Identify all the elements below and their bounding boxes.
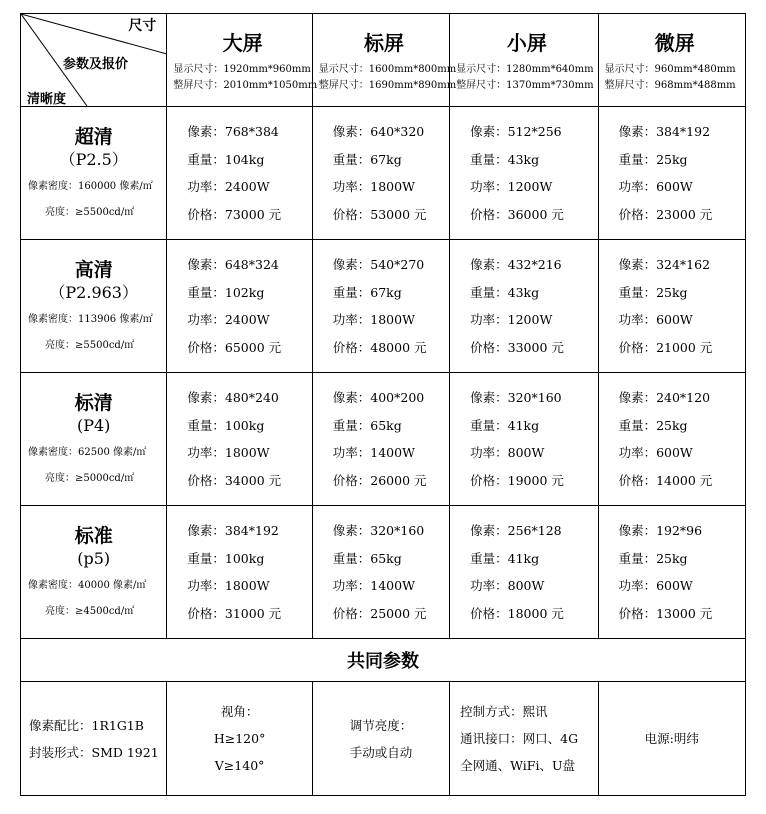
column-name: 小屏 — [506, 30, 547, 55]
view-angle-v: V≥140° — [214, 758, 265, 773]
pixels: 像素：432*216 — [470, 257, 562, 272]
weight: 重量：100kg — [187, 417, 265, 433]
weight: 重量：104kg — [187, 151, 265, 167]
spec-cell — [450, 240, 598, 373]
spec-cell — [450, 373, 598, 506]
view-angle-h: H≥120° — [213, 731, 266, 746]
price: 价格：36000 元 — [470, 206, 564, 222]
brightness: 亮度：≥4500cd/㎡ — [45, 606, 135, 617]
power: 功率：1800W — [332, 179, 415, 194]
led-spec-cell — [21, 682, 167, 796]
power: 功率：1800W — [332, 312, 415, 327]
header-row — [21, 14, 746, 107]
power: 功率：1400W — [332, 445, 415, 460]
column-header-micro — [598, 14, 745, 107]
package-type: 封装形式：SMD 1921 — [29, 744, 159, 760]
spec-cell — [598, 506, 745, 639]
price: 价格：26000 元 — [332, 472, 427, 488]
common-title-row — [21, 639, 746, 682]
spec-cell — [312, 107, 449, 240]
corner-cell — [21, 14, 167, 107]
weight: 重量：25kg — [618, 151, 688, 167]
pixels: 像素：384*192 — [187, 523, 279, 538]
pixel-density: 像素密度：62500 像素/㎡ — [28, 447, 147, 458]
spec-cell — [598, 240, 745, 373]
pixels: 像素：192*96 — [618, 523, 703, 538]
pixel-density: 像素密度：40000 像素/㎡ — [28, 580, 147, 591]
table-row — [21, 240, 746, 373]
table-row — [21, 107, 746, 240]
definition-cell — [21, 373, 167, 506]
spec-cell — [312, 240, 449, 373]
control-method: 控制方式：熙讯 — [460, 704, 548, 719]
price: 价格：18000 元 — [470, 605, 564, 621]
spec-cell — [450, 506, 598, 639]
price: 价格：53000 元 — [332, 206, 427, 222]
weight: 重量：65kg — [332, 417, 402, 433]
power-supply-cell — [598, 682, 745, 796]
weight: 重量：25kg — [618, 284, 688, 300]
price: 价格：21000 元 — [618, 339, 713, 355]
brightness: 亮度：≥5500cd/㎡ — [45, 207, 135, 218]
price: 价格：33000 元 — [470, 339, 564, 355]
size-label: 尺寸 — [128, 18, 157, 34]
price: 价格：19000 元 — [470, 472, 564, 488]
display-size: 显示尺寸：1280mm*640mm — [456, 63, 594, 75]
view-angle-label: 视角： — [220, 704, 259, 719]
overall-size: 整屏尺寸：1370mm*730mm — [456, 79, 594, 91]
brightness-adjust-cell — [312, 682, 449, 796]
price: 价格：48000 元 — [332, 339, 427, 355]
definition-cell — [21, 240, 167, 373]
column-name: 微屏 — [654, 30, 695, 55]
pixels: 像素：256*128 — [470, 523, 562, 538]
weight: 重量：67kg — [332, 284, 402, 300]
power: 功率：600W — [618, 445, 693, 460]
brightness: 亮度：≥5500cd/㎡ — [45, 340, 135, 351]
pixel-pitch: （P2.5） — [59, 150, 128, 169]
pixel-pitch: (P4) — [76, 416, 111, 435]
spec-cell — [167, 240, 312, 373]
spec-cell — [312, 506, 449, 639]
power: 功率：1200W — [470, 179, 553, 194]
weight: 重量：41kg — [470, 417, 540, 433]
weight: 重量：67kg — [332, 151, 402, 167]
pixel-density: 像素密度：160000 像素/㎡ — [28, 181, 153, 192]
common-params-row — [21, 682, 746, 796]
definition-name: 标清 — [74, 392, 113, 414]
power: 功率：1800W — [187, 445, 270, 460]
spec-cell — [450, 107, 598, 240]
power: 功率：600W — [618, 578, 693, 593]
display-size: 显示尺寸：1920mm*960mm — [173, 63, 311, 75]
display-size: 显示尺寸：960mm*480mm — [604, 63, 736, 75]
power-supply: 电源:明纬 — [644, 731, 699, 746]
pixels: 像素：648*324 — [187, 257, 279, 272]
price: 价格：14000 元 — [618, 472, 713, 488]
spec-cell — [312, 373, 449, 506]
weight: 重量：25kg — [618, 417, 688, 433]
price: 价格：73000 元 — [187, 206, 282, 222]
table-row — [21, 373, 746, 506]
pixels: 像素：480*240 — [187, 390, 279, 405]
spec-cell — [167, 506, 312, 639]
pixel-config: 像素配比：1R1G1B — [29, 717, 144, 733]
power: 功率：1200W — [470, 312, 553, 327]
display-size: 显示尺寸：1600mm*800mm — [318, 63, 457, 75]
definition-cell — [21, 506, 167, 639]
pixels: 像素：540*270 — [332, 257, 425, 272]
weight: 重量：43kg — [470, 151, 540, 167]
column-header-standard — [312, 14, 457, 107]
pixels: 像素：640*320 — [332, 124, 425, 139]
price-spec-table — [20, 13, 746, 796]
network-support: 全网通、WiFi、U盘 — [460, 758, 575, 773]
power: 功率：800W — [470, 578, 545, 593]
column-header-small — [450, 14, 598, 107]
pixel-density: 像素密度：113906 像素/㎡ — [28, 314, 153, 325]
power: 功率：1800W — [187, 578, 270, 593]
weight: 重量：41kg — [470, 550, 540, 566]
weight: 重量：65kg — [332, 550, 402, 566]
power: 功率：2400W — [187, 312, 270, 327]
power: 功率：600W — [618, 179, 693, 194]
pixels: 像素：240*120 — [618, 390, 711, 405]
power: 功率：800W — [470, 445, 545, 460]
view-angle-cell — [167, 682, 312, 796]
table-row — [21, 506, 746, 639]
comm-interface: 通讯接口：网口、4G — [460, 731, 579, 746]
overall-size: 整屏尺寸：968mm*488mm — [604, 79, 736, 91]
price: 价格：23000 元 — [618, 206, 713, 222]
brightness-adjust-mode: 手动或自动 — [349, 744, 413, 760]
common-params-title: 共同参数 — [21, 639, 746, 682]
pixels: 像素：324*162 — [618, 257, 711, 272]
brightness-adjust-label: 调节亮度： — [349, 717, 413, 733]
definition-cell — [21, 107, 167, 240]
spec-cell — [598, 107, 745, 240]
weight: 重量：25kg — [618, 550, 688, 566]
power: 功率：1400W — [332, 578, 415, 593]
pixels: 像素：320*160 — [332, 523, 425, 538]
power: 功率：2400W — [187, 179, 270, 194]
weight: 重量：43kg — [470, 284, 540, 300]
definition-name: 高清 — [74, 259, 113, 281]
overall-size: 整屏尺寸：2010mm*1050mm — [173, 79, 318, 91]
spec-cell — [598, 373, 745, 506]
price: 价格：34000 元 — [187, 472, 282, 488]
weight: 重量：102kg — [187, 284, 265, 300]
pixels: 像素：768*384 — [187, 124, 279, 139]
price: 价格：25000 元 — [332, 605, 427, 621]
pixel-pitch: （P2.963） — [49, 283, 138, 302]
definition-name: 超清 — [74, 126, 113, 148]
spec-cell — [167, 373, 312, 506]
pixels: 像素：384*192 — [618, 124, 711, 139]
price: 价格：13000 元 — [618, 605, 713, 621]
price: 价格：31000 元 — [187, 605, 282, 621]
price: 价格：65000 元 — [187, 339, 282, 355]
column-header-large — [167, 14, 318, 107]
definition-name: 标准 — [74, 525, 113, 547]
pixels: 像素：320*160 — [470, 390, 562, 405]
control-cell — [450, 682, 598, 796]
pixels: 像素：400*200 — [332, 390, 425, 405]
pixels: 像素：512*256 — [470, 124, 562, 139]
overall-size: 整屏尺寸：1690mm*890mm — [318, 79, 457, 91]
brightness: 亮度：≥5000cd/㎡ — [45, 473, 135, 484]
column-name: 大屏 — [222, 30, 263, 55]
definition-label: 清晰度 — [27, 92, 67, 106]
spec-cell — [167, 107, 312, 240]
weight: 重量：100kg — [187, 550, 265, 566]
column-name: 标屏 — [363, 30, 404, 55]
param-price-label: 参数及报价 — [63, 57, 129, 72]
pixel-pitch: (p5) — [77, 549, 111, 568]
power: 功率：600W — [618, 312, 693, 327]
